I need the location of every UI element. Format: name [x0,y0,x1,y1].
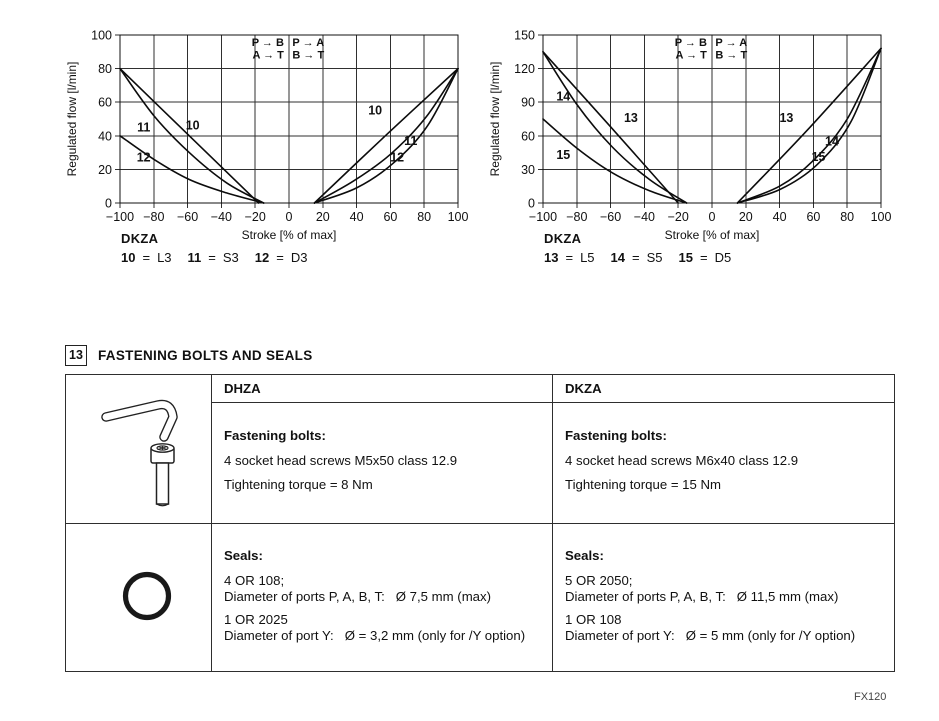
curve-label-13: 13 [779,110,794,125]
y-tick-label: 30 [521,162,535,177]
x-tick-label: 60 [806,210,821,224]
legend-label: P → B [251,37,284,49]
x-tick-label: 0 [285,210,293,224]
curve-label-10: 10 [368,103,383,118]
bolts-heading: Fastening bolts: [565,428,667,443]
y-tick-label: 80 [98,62,112,77]
y-tick-label: 60 [521,129,535,144]
x-tick-label: 80 [840,210,855,224]
column-header-dhza: DHZA [212,375,552,403]
table-row-seals [66,523,894,672]
x-tick-label: −80 [143,210,165,224]
legend-label: A → T [675,49,707,62]
flow-curve-13 [737,48,881,203]
x-tick-label: 100 [870,210,892,224]
seal-type-line: 5 OR 2050; [565,572,633,588]
chart-block-dkza-3 [58,18,490,294]
bolts-icon-cell [66,375,212,523]
x-tick-label: 40 [349,210,364,224]
x-tick-label: −40 [633,210,656,224]
x-tick-label: −100 [105,210,135,224]
section-heading [65,345,313,366]
y-tick-label: 40 [98,129,112,144]
y-axis-title: Regulated flow [l/min] [65,61,79,177]
curve-label-15: 15 [556,147,571,162]
seal-diameter-line: Diameter of ports P, A, B, T: Ø 11,5 mm (max) [565,588,839,604]
y-tick-label: 20 [98,162,112,177]
x-tick-label: 100 [447,210,469,224]
x-axis-title: Stroke [% of max] [241,228,337,242]
x-tick-label: −40 [210,210,233,224]
spool-legend-item: 12 = D3 [254,250,308,265]
curve-label-15: 15 [811,150,826,165]
bolts-cell-dkza [553,375,894,523]
seal-type-line: 1 OR 108 [565,611,622,627]
seals-heading: Seals: [224,547,263,563]
x-tick-label: 0 [708,210,716,224]
x-tick-label: −20 [244,210,266,224]
bolts-seals-table [65,374,895,672]
spool-legend [544,250,747,265]
spool-legend-item: 15 = D5 [678,250,732,265]
legend-label: A → T [252,49,284,62]
chart-caption-model: DKZA [544,231,582,246]
legend-label: B → T [715,49,748,62]
spool-legend [121,250,323,265]
x-tick-label: 80 [417,210,432,224]
curve-label-11: 11 [137,120,151,135]
bolts-torque-line: Tightening torque = 15 Nm [565,476,722,492]
seals-icon-cell [66,524,212,672]
bolts-heading: Fastening bolts: [224,428,326,443]
legend-label: P → A [715,37,748,49]
seal-type-line: 1 OR 2025 [224,611,288,627]
legend-label: B → T [292,49,325,62]
y-tick-label: 0 [528,196,535,211]
y-tick-label: 120 [514,62,535,77]
y-axis-title: Regulated flow [l/min] [488,61,502,177]
spool-legend-item: 13 = L5 [544,250,595,265]
y-tick-label: 90 [521,95,535,110]
x-tick-label: −80 [566,210,588,224]
seals-heading: Seals: [565,547,604,563]
bolts-cell-dhza [212,375,553,523]
x-tick-label: −20 [667,210,689,224]
x-axis-title: Stroke [% of max] [664,228,760,242]
y-tick-label: 60 [98,95,112,110]
seal-diameter-line: Diameter of port Y: Ø = 3,2 mm (only for /Y option) [224,627,526,643]
chart-caption-model: DKZA [121,231,159,246]
legend-label: P → B [674,37,707,49]
seal-diameter-line: Diameter of ports P, A, B, T: Ø 7,5 mm (max) [224,588,492,604]
flow-chart-dkza-5 [481,18,913,262]
curve-label-13: 13 [623,110,638,125]
curve-label-12: 12 [390,150,405,165]
spool-legend-item: 11 = S3 [187,250,239,265]
curve-label-11: 11 [404,133,418,148]
y-tick-label: 100 [91,28,112,43]
x-tick-label: 60 [383,210,398,224]
bolts-icons [66,375,212,524]
x-tick-label: 20 [315,210,330,224]
section-title: FASTENING BOLTS AND SEALS [98,348,313,363]
curve-label-14: 14 [556,89,571,104]
x-tick-label: −60 [599,210,622,224]
bolts-torque-line: Tightening torque = 8 Nm [224,476,373,492]
seal-type-line: 4 OR 108; [224,572,285,588]
section-number-box: 13 [65,345,87,366]
column-header-dkza: DKZA [553,375,894,403]
curve-label-10: 10 [185,118,200,133]
o-ring-icon [66,524,212,670]
spool-legend-item: 10 = L3 [121,250,172,265]
seals-cell-dhza [212,524,553,672]
legend-label: P → A [292,37,325,49]
curve-label-14: 14 [825,134,839,149]
page-code: FX120 [854,691,887,703]
flow-chart-dkza-3 [58,18,490,262]
table-row-bolts [66,375,894,523]
hex-key-icon [106,405,173,438]
spool-legend-item: 14 = S5 [610,250,663,265]
curve-label-12: 12 [136,150,151,165]
x-tick-label: −60 [176,210,199,224]
chart-caption [121,231,323,265]
bolts-spec-line: 4 socket head screws M6x40 class 12.9 [565,453,799,468]
x-tick-label: 40 [772,210,787,224]
x-tick-label: 20 [738,210,753,224]
chart-block-dkza-5 [481,18,913,294]
seal-diameter-line: Diameter of port Y: Ø = 5 mm (only for /Y option) [565,627,856,643]
bolts-spec-line: 4 socket head screws M5x50 class 12.9 [224,453,458,468]
socket-screw-icon [151,444,174,506]
seals-cell-dkza [553,524,894,672]
x-tick-label: −100 [528,210,558,224]
y-tick-label: 0 [105,196,112,211]
chart-caption [544,231,747,265]
y-tick-label: 150 [514,28,535,43]
